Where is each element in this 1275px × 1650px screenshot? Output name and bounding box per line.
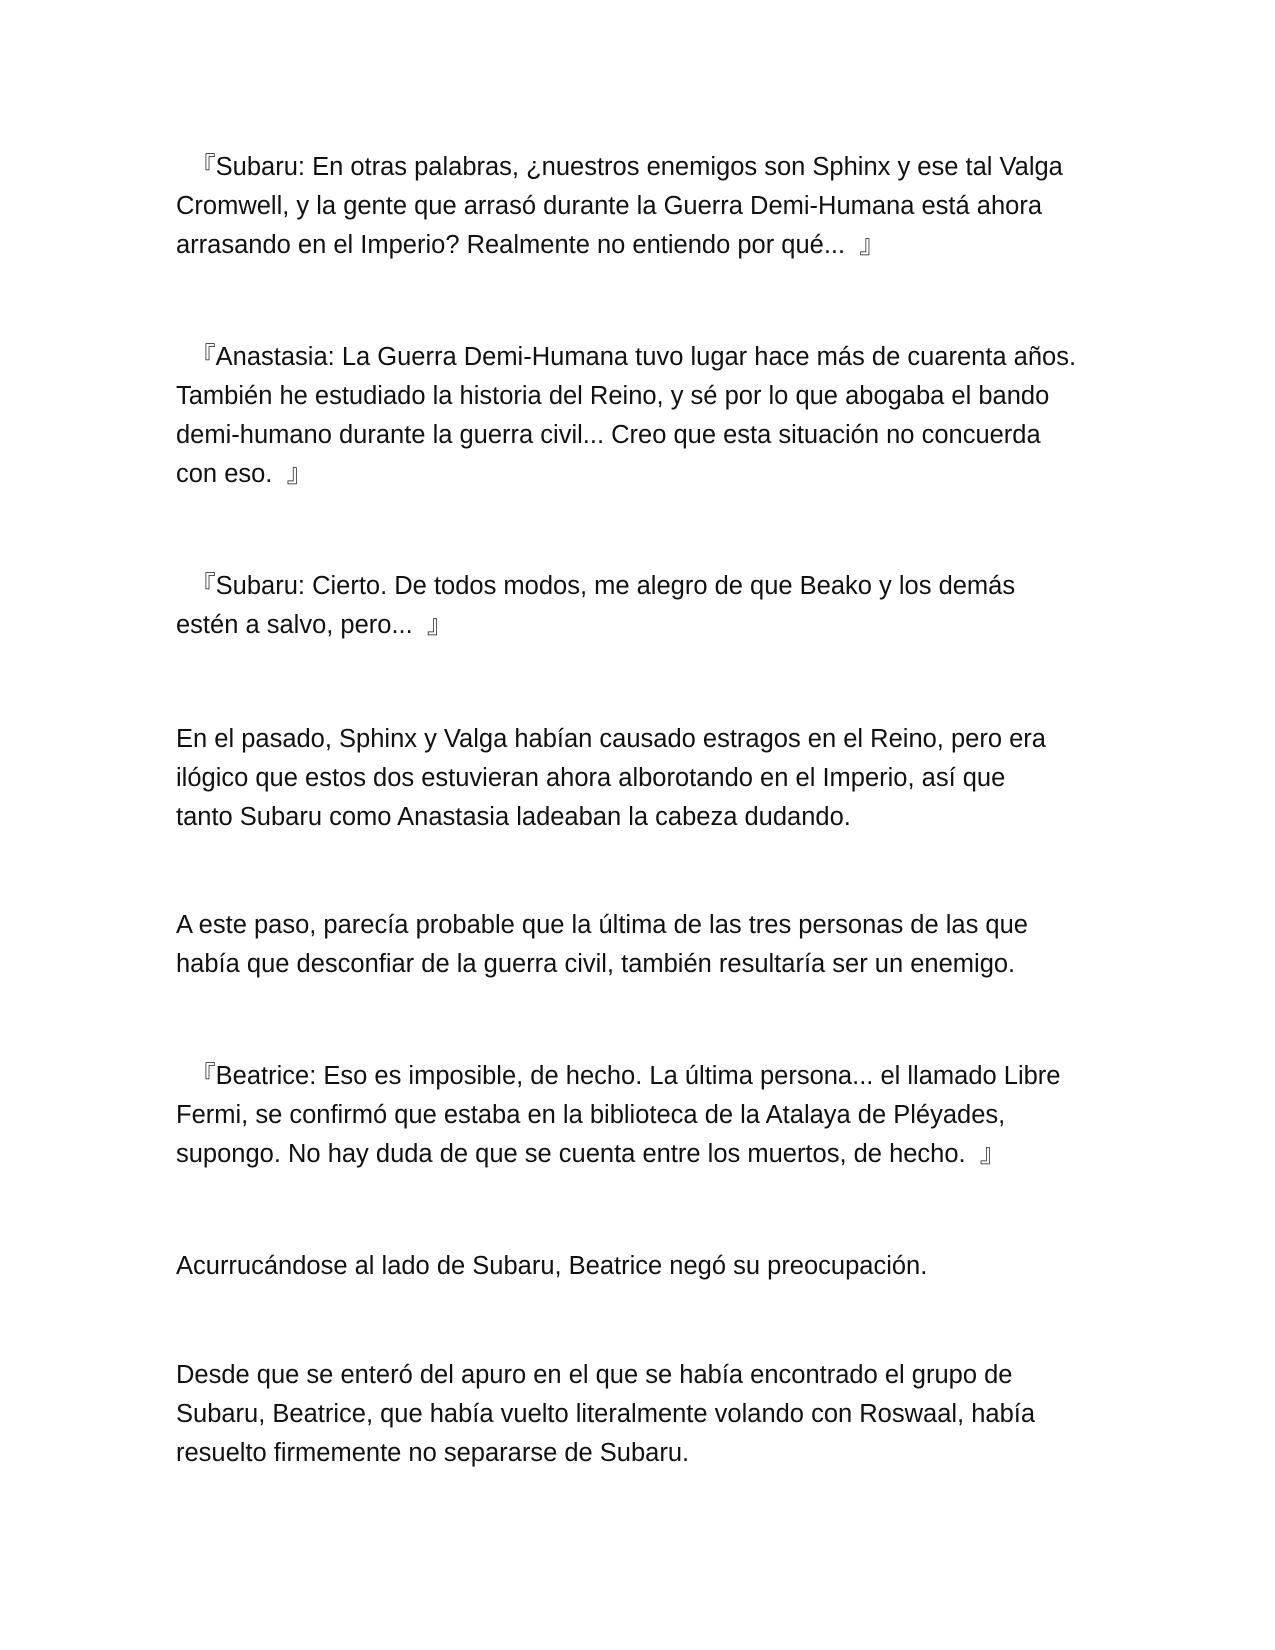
text-line: con eso. 』 xyxy=(176,460,313,488)
dialogue-paragraph-beatrice xyxy=(176,1057,1096,1174)
narration-paragraph xyxy=(176,1356,1096,1473)
text-line: tanto Subaru como Anastasia ladeaban la cabeza dudando. xyxy=(176,803,851,831)
text-line: supongo. No hay duda de que se cuenta entre los muertos, de hecho. 』 xyxy=(176,1140,1006,1168)
narration-paragraph xyxy=(176,720,1096,837)
dialogue-paragraph-subaru-2 xyxy=(176,567,1096,645)
text-line: arrasando en el Imperio? Realmente no entiendo por qué... 』 xyxy=(176,231,885,259)
text-line: Acurrucándose al lado de Subaru, Beatrice negó su preocupación. xyxy=(176,1252,928,1280)
dialogue-paragraph-subaru-1 xyxy=(176,148,1096,265)
narration-paragraph xyxy=(176,1247,1096,1286)
text-line: había que desconfiar de la guerra civil, también resultaría ser un enemigo. xyxy=(176,950,1016,978)
text-line: demi-humano durante la guerra civil... Creo que esta situación no concuerda xyxy=(176,421,1041,449)
text-line: También he estudiado la historia del Reino, y sé por lo que abogaba el bando xyxy=(176,382,1050,410)
text-line: Cromwell, y la gente que arrasó durante la Guerra Demi-Humana está ahora xyxy=(176,192,1043,220)
text-line: A este paso, parecía probable que la última de las tres personas de las que xyxy=(176,911,1028,939)
text-line: Desde que se enteró del apuro en el que se había encontrado el grupo de xyxy=(176,1361,1013,1389)
text-line: Fermi, se confirmó que estaba en la biblioteca de la Atalaya de Pléyades, xyxy=(176,1101,1006,1129)
text-line: 『Subaru: Cierto. De todos modos, me alegro de que Beako y los demás xyxy=(176,572,1016,600)
text-line: ilógico que estos dos estuvieran ahora alborotando en el Imperio, así que xyxy=(176,764,1006,792)
text-line: resuelto firmemente no separarse de Subaru. xyxy=(176,1439,690,1467)
text-line: 『Subaru: En otras palabras, ¿nuestros enemigos son Sphinx y ese tal Valga xyxy=(176,153,1063,181)
text-line: 『Anastasia: La Guerra Demi-Humana tuvo lugar hace más de cuarenta años. xyxy=(176,343,1077,371)
narration-paragraph xyxy=(176,906,1096,984)
text-line: En el pasado, Sphinx y Valga habían causado estragos en el Reino, pero era xyxy=(176,725,1046,753)
text-line: estén a salvo, pero... 』 xyxy=(176,611,453,639)
text-line: Subaru, Beatrice, que había vuelto literalmente volando con Roswaal, había xyxy=(176,1400,1036,1428)
dialogue-paragraph-anastasia xyxy=(176,338,1096,494)
text-line: 『Beatrice: Eso es imposible, de hecho. La última persona... el llamado Libre xyxy=(176,1062,1061,1090)
